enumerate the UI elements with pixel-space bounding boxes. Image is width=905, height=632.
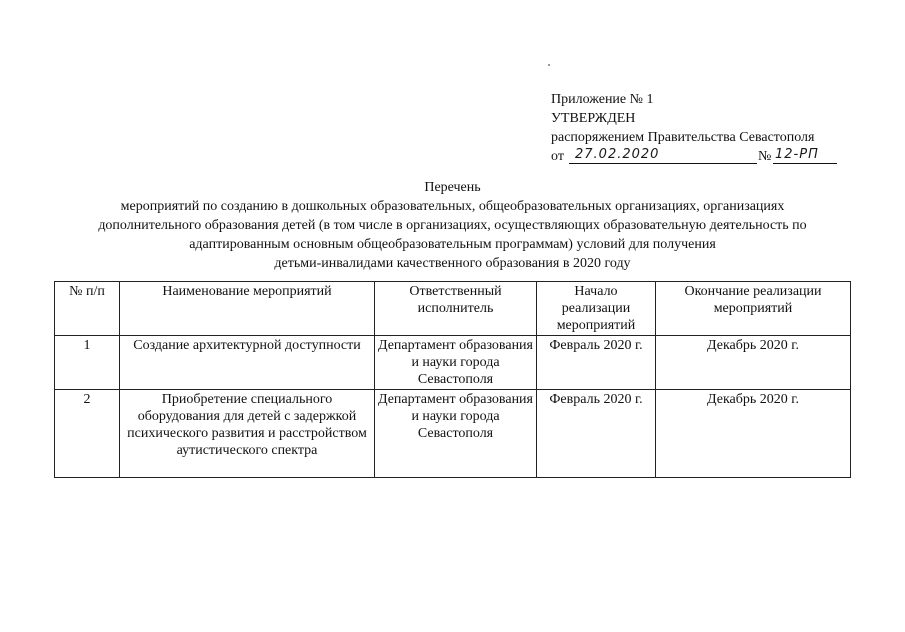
responsible-executor: Департамент образования и науки города Севастополя bbox=[375, 390, 537, 478]
start-date: Февраль 2020 г. bbox=[537, 336, 656, 390]
appendix-label: Приложение № 1 bbox=[551, 92, 654, 107]
title-line: детьми-инвалидами качественного образования в 2020 году bbox=[274, 256, 631, 271]
table-row bbox=[55, 390, 851, 478]
start-date: Февраль 2020 г. bbox=[537, 390, 656, 478]
row-number: 1 bbox=[55, 336, 120, 390]
col-number: № п/п bbox=[55, 282, 120, 336]
responsible-executor: Департамент образования и науки города Севастополя bbox=[375, 336, 537, 390]
event-name: Приобретение специального оборудования для детей с задержкой психического развития и расстройством аутистического спектра bbox=[120, 390, 375, 478]
approval-header bbox=[551, 90, 819, 166]
table-header-row bbox=[55, 282, 851, 336]
date-prefix: от bbox=[551, 149, 564, 164]
title-heading: Перечень bbox=[424, 180, 481, 195]
title-line: мероприятий по созданию в дошкольных образовательных, общеобразовательных организациях, организациях bbox=[120, 199, 785, 214]
document-title bbox=[40, 178, 865, 273]
col-responsible: Ответственный исполнитель bbox=[375, 282, 537, 336]
row-number: 2 bbox=[55, 390, 120, 478]
order-date-line bbox=[551, 147, 819, 166]
handwritten-date: 27.02.2020 bbox=[575, 147, 660, 162]
title-line: дополнительного образования детей (в том числе в организациях, осуществляющих образовательную деятельность по bbox=[98, 218, 807, 233]
date-underline bbox=[569, 163, 757, 164]
events-table bbox=[54, 281, 851, 478]
handwritten-number: 12-РП bbox=[775, 147, 819, 162]
col-event-name: Наименование мероприятий bbox=[120, 282, 375, 336]
col-end: Окончание реализации мероприятий bbox=[656, 282, 851, 336]
approved-label: УТВЕРЖДЕН bbox=[551, 111, 636, 126]
event-name: Создание архитектурной доступности bbox=[120, 336, 375, 390]
order-authority: распоряжением Правительства Севастополя bbox=[551, 130, 815, 145]
end-date: Декабрь 2020 г. bbox=[656, 336, 851, 390]
number-prefix: № bbox=[758, 149, 772, 164]
table-row bbox=[55, 336, 851, 390]
col-start: Начало реализации мероприятий bbox=[537, 282, 656, 336]
scan-speck bbox=[548, 64, 550, 66]
title-line: адаптированным основным общеобразовательным программам) условий для получения bbox=[189, 237, 716, 252]
number-underline bbox=[773, 163, 837, 164]
end-date: Декабрь 2020 г. bbox=[656, 390, 851, 478]
